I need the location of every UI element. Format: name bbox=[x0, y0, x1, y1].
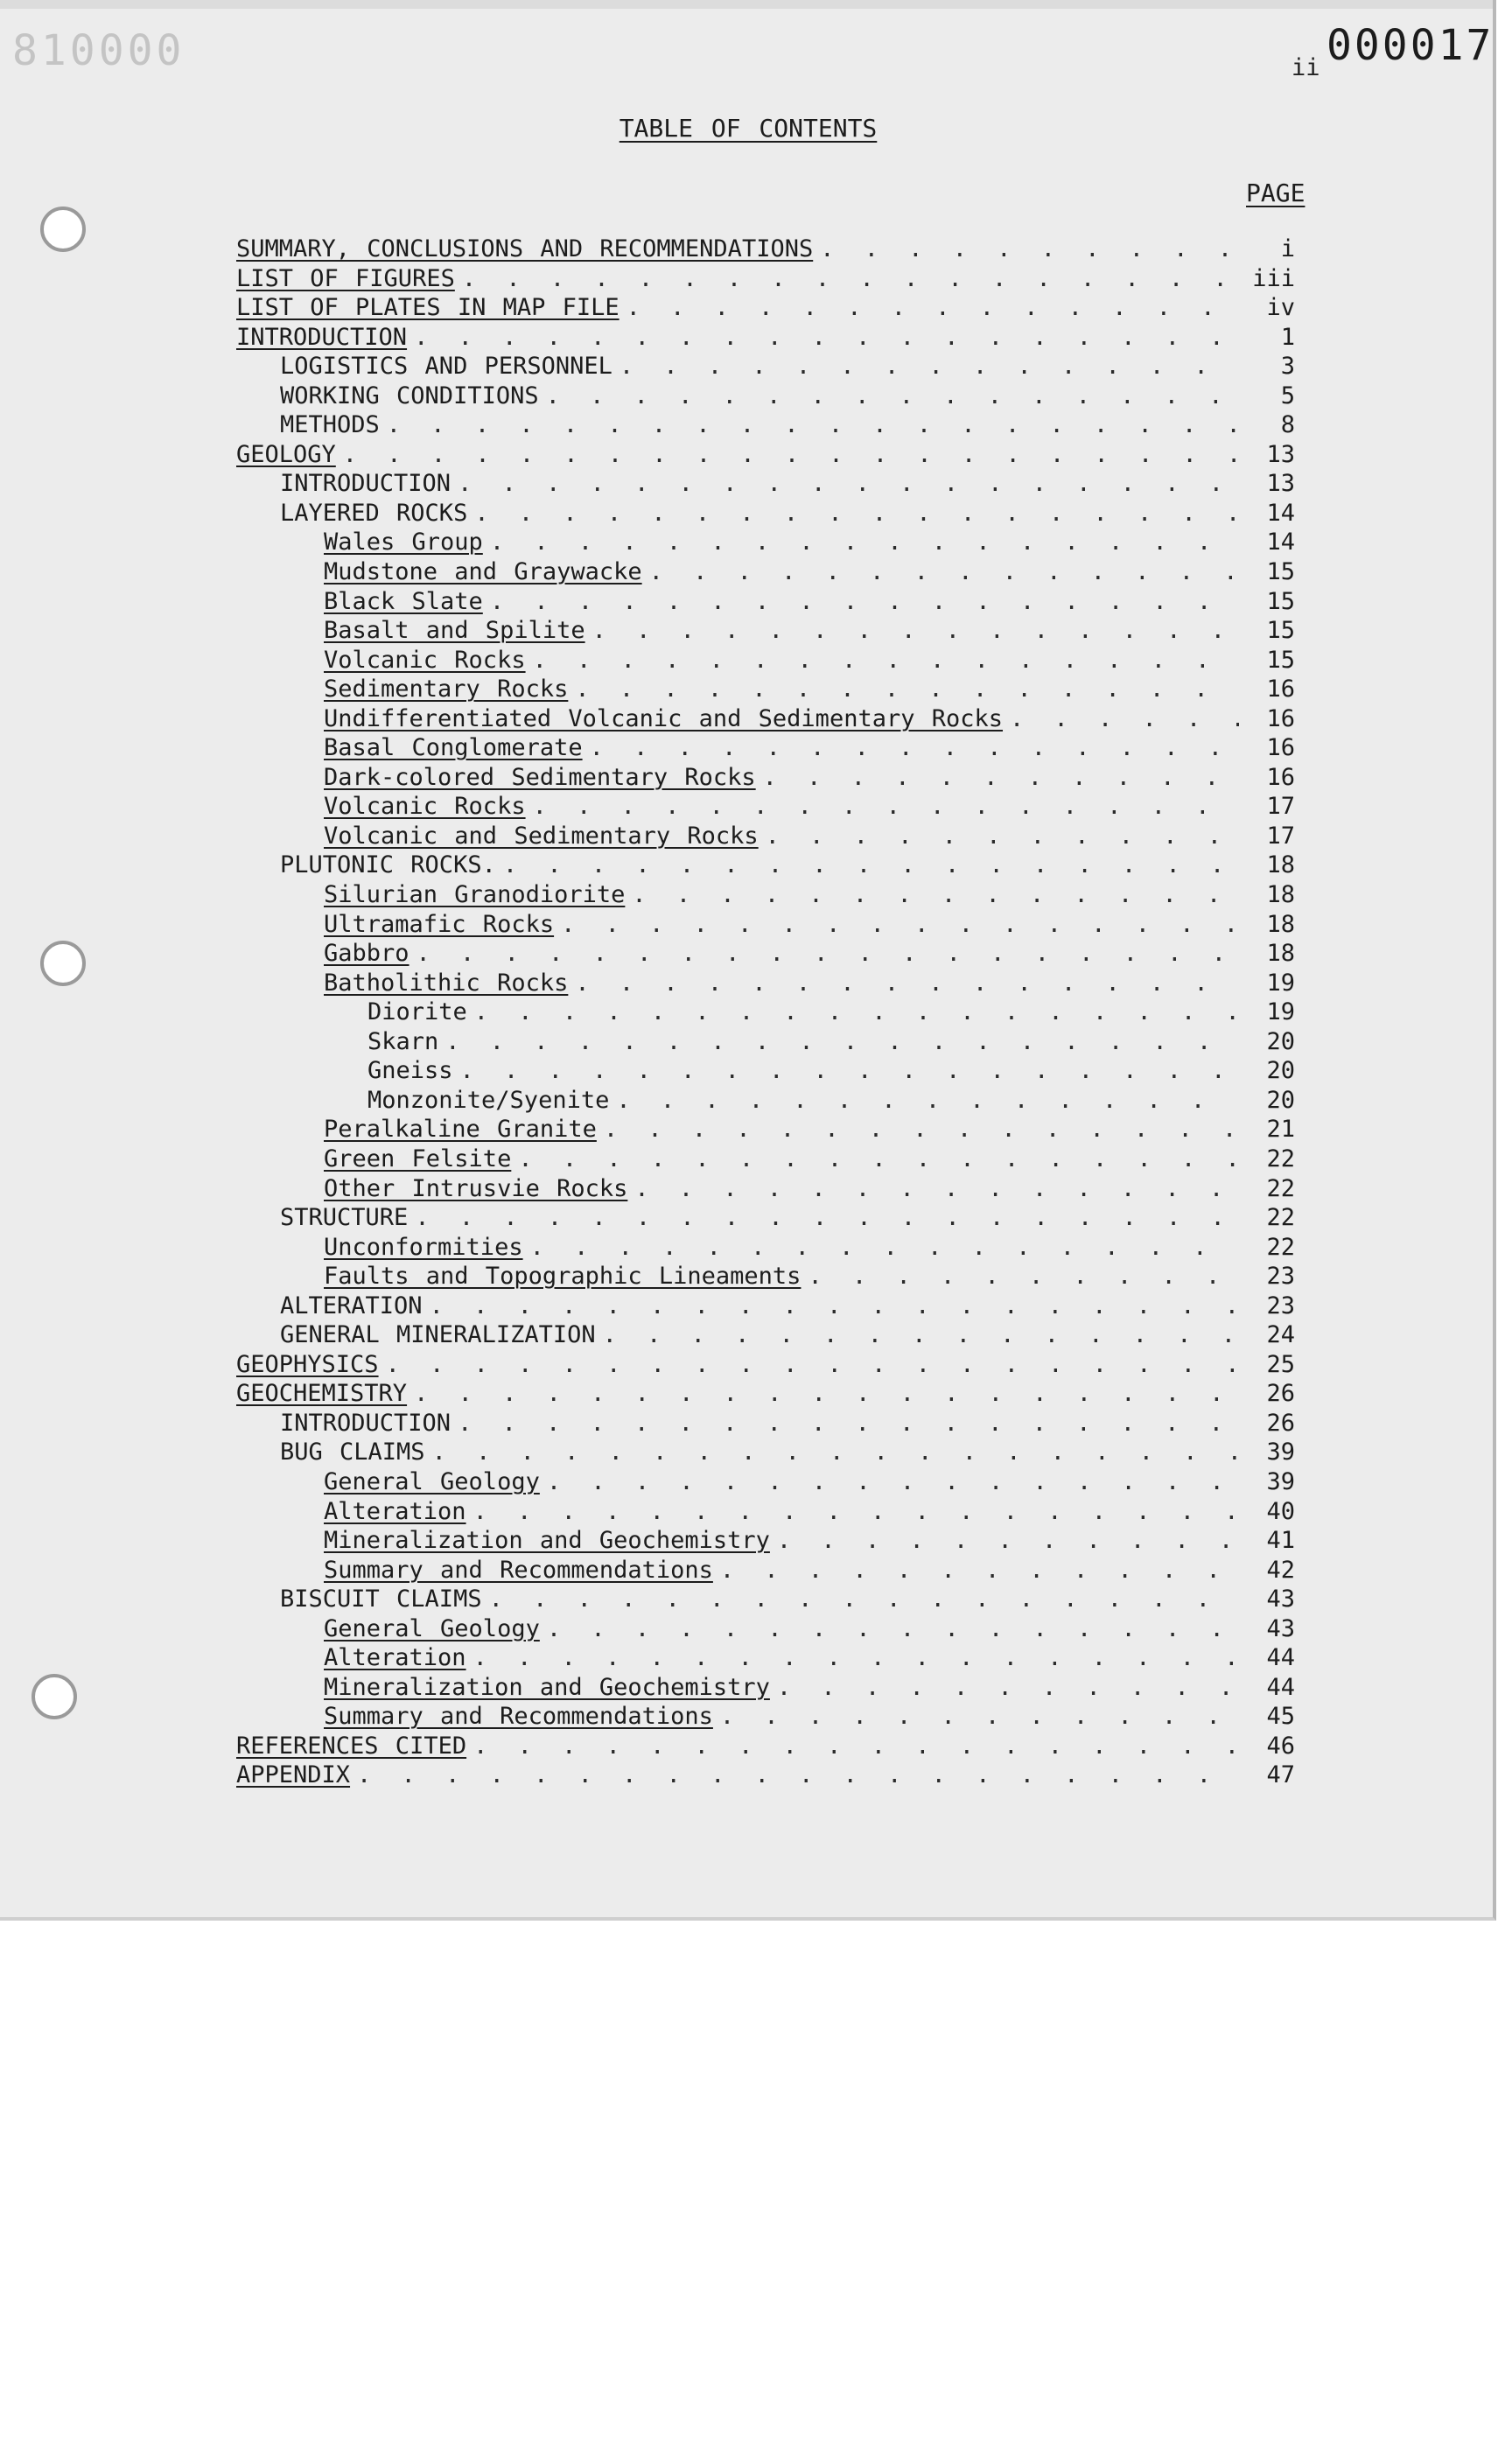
faded-page-stamp: 810000 bbox=[12, 26, 186, 75]
toc-entry-page: 15 bbox=[1266, 587, 1295, 615]
toc-entry bbox=[236, 1292, 1295, 1321]
dot-leader bbox=[458, 469, 1239, 499]
dot-leader bbox=[546, 382, 1239, 411]
page-column-header: PAGE bbox=[1246, 178, 1306, 207]
dot-leader bbox=[547, 1614, 1239, 1644]
toc-entry bbox=[236, 1673, 1295, 1703]
toc-entry-title: Black Slate bbox=[324, 587, 483, 615]
dot-leader bbox=[387, 410, 1239, 440]
toc-entry-title: Undifferentiated Volcanic and Sedimentary Rocks bbox=[324, 704, 1004, 732]
toc-entry-page: 16 bbox=[1266, 704, 1295, 732]
dot-leader bbox=[634, 1174, 1239, 1204]
toc-entry-page: 23 bbox=[1266, 1263, 1295, 1291]
toc-entry-title: ALTERATION bbox=[280, 1292, 423, 1320]
toc-entry-title: Ultramafic Rocks bbox=[324, 910, 555, 938]
toc-entry-page: 14 bbox=[1266, 528, 1295, 556]
dot-leader bbox=[432, 1438, 1239, 1467]
toc-entry bbox=[236, 969, 1295, 998]
toc-entry-page: 21 bbox=[1266, 1116, 1295, 1144]
toc-entry-page: 20 bbox=[1266, 1057, 1295, 1085]
toc-entry-page: 22 bbox=[1266, 1174, 1295, 1202]
toc-entry bbox=[236, 1702, 1295, 1732]
punch-hole bbox=[32, 1674, 77, 1719]
toc-entry-title: General Geology bbox=[324, 1614, 540, 1642]
dot-leader bbox=[632, 880, 1239, 910]
toc-entry bbox=[236, 675, 1295, 704]
dot-leader bbox=[530, 1233, 1239, 1263]
toc-entry-title: Alteration bbox=[324, 1644, 466, 1672]
toc-entry bbox=[236, 1438, 1295, 1467]
toc-entry-title: Alteration bbox=[324, 1497, 466, 1525]
toc-entry bbox=[236, 293, 1295, 323]
toc-entry-page: 23 bbox=[1266, 1292, 1295, 1320]
toc-entry bbox=[236, 234, 1295, 264]
toc-entry-title: LOGISTICS AND PERSONNEL bbox=[280, 353, 612, 381]
dot-leader bbox=[386, 1350, 1239, 1380]
punch-hole bbox=[40, 206, 86, 252]
toc-entry-page: 15 bbox=[1266, 558, 1295, 586]
toc-entry-page: 39 bbox=[1266, 1467, 1295, 1495]
document-page-stamp: 000017 bbox=[1326, 21, 1494, 70]
toc-entry bbox=[236, 1585, 1295, 1614]
toc-entry-page: 16 bbox=[1266, 734, 1295, 762]
toc-entry bbox=[236, 1732, 1295, 1761]
toc-entry-title: PLUTONIC ROCKS. bbox=[280, 851, 496, 879]
dot-leader bbox=[604, 1115, 1239, 1144]
toc-entry-title: Summary and Recommendations bbox=[324, 1703, 713, 1731]
toc-entry-title: Peralkaline Granite bbox=[324, 1116, 597, 1144]
toc-entry bbox=[236, 1320, 1295, 1350]
toc-entry-page: 25 bbox=[1266, 1350, 1295, 1378]
page-number: ii bbox=[1292, 54, 1320, 81]
dot-leader bbox=[575, 969, 1239, 998]
toc-entry-page: 18 bbox=[1266, 881, 1295, 909]
toc-entry bbox=[236, 880, 1295, 910]
dot-leader bbox=[518, 1144, 1239, 1174]
toc-entry bbox=[236, 998, 1295, 1027]
toc-entry-page: 43 bbox=[1266, 1614, 1295, 1642]
toc-entry-page: 45 bbox=[1266, 1703, 1295, 1731]
toc-entry-title: Sedimentary Rocks bbox=[324, 676, 569, 704]
dot-leader bbox=[590, 733, 1239, 763]
dot-leader bbox=[649, 557, 1239, 587]
toc-entry-page: 22 bbox=[1266, 1144, 1295, 1172]
toc-entry bbox=[236, 1379, 1295, 1409]
toc-entry bbox=[236, 1614, 1295, 1644]
toc-entry bbox=[236, 850, 1295, 880]
dot-leader bbox=[343, 440, 1239, 470]
toc-entry-page: 40 bbox=[1266, 1497, 1295, 1525]
toc-entry bbox=[236, 1115, 1295, 1144]
toc-entry bbox=[236, 939, 1295, 969]
toc-entry bbox=[236, 1262, 1295, 1292]
toc-entry-page: 5 bbox=[1280, 382, 1295, 410]
toc-entry-page: i bbox=[1280, 235, 1295, 262]
dot-leader bbox=[777, 1673, 1239, 1703]
document-title bbox=[0, 114, 1496, 143]
toc-entry bbox=[236, 528, 1295, 557]
toc-entry-page: 19 bbox=[1266, 969, 1295, 997]
toc-entry-page: 16 bbox=[1266, 676, 1295, 704]
dot-leader bbox=[473, 1643, 1239, 1673]
toc-entry-page: 42 bbox=[1266, 1556, 1295, 1584]
toc-entry bbox=[236, 1174, 1295, 1204]
toc-entry-page: 19 bbox=[1266, 998, 1295, 1026]
dot-leader bbox=[1010, 704, 1239, 734]
dot-leader bbox=[490, 528, 1239, 557]
dot-leader bbox=[547, 1467, 1239, 1497]
toc-entry-title: Volcanic and Sedimentary Rocks bbox=[324, 822, 759, 850]
dot-leader bbox=[820, 234, 1239, 264]
punch-hole bbox=[40, 941, 86, 986]
toc-entry bbox=[236, 1467, 1295, 1497]
title-text: TABLE OF CONTENTS bbox=[619, 114, 878, 143]
toc-entry-title: Unconformities bbox=[324, 1233, 523, 1261]
toc-entry-title: Monzonite/Syenite bbox=[368, 1086, 610, 1114]
toc-entry-page: 20 bbox=[1266, 1086, 1295, 1114]
dot-leader bbox=[458, 1409, 1239, 1438]
toc-entry-page: 18 bbox=[1266, 940, 1295, 968]
dot-leader bbox=[462, 264, 1239, 294]
toc-entry-page: iv bbox=[1266, 294, 1295, 322]
toc-entry bbox=[236, 1056, 1295, 1086]
toc-entry-title: Basalt and Spilite bbox=[324, 617, 585, 645]
toc-entry-title: GENERAL MINERALIZATION bbox=[280, 1321, 596, 1349]
toc-entry-title: INTRODUCTION bbox=[280, 1409, 452, 1437]
toc-entry-title: Green Felsite bbox=[324, 1144, 512, 1172]
toc-entry-title: Mineralization and Geochemistry bbox=[324, 1527, 770, 1555]
toc-entry-title: REFERENCES CITED bbox=[236, 1732, 467, 1760]
toc-entry-page: 41 bbox=[1266, 1527, 1295, 1555]
toc-entry-title: Skarn bbox=[368, 1027, 439, 1055]
toc-entry-title: SUMMARY, CONCLUSIONS AND RECOMMENDATIONS bbox=[236, 235, 814, 262]
toc-entry bbox=[236, 469, 1295, 499]
toc-entry-page: 22 bbox=[1266, 1233, 1295, 1261]
toc-entry-page: 46 bbox=[1266, 1732, 1295, 1760]
table-of-contents bbox=[236, 234, 1295, 1790]
toc-entry bbox=[236, 1086, 1295, 1116]
toc-entry-title: BUG CLAIMS bbox=[280, 1438, 425, 1466]
toc-entry-title: Summary and Recommendations bbox=[324, 1556, 713, 1584]
dot-leader bbox=[763, 763, 1239, 793]
toc-entry-page: 3 bbox=[1280, 353, 1295, 381]
toc-entry-title: Mudstone and Graywacke bbox=[324, 558, 642, 586]
toc-entry-title: Batholithic Rocks bbox=[324, 969, 569, 997]
toc-entry-page: 17 bbox=[1266, 822, 1295, 850]
toc-entry-page: 18 bbox=[1266, 851, 1295, 879]
dot-leader bbox=[592, 616, 1239, 646]
dot-leader bbox=[357, 1760, 1239, 1790]
toc-entry bbox=[236, 1556, 1295, 1586]
toc-entry-title: APPENDIX bbox=[236, 1761, 351, 1789]
dot-leader bbox=[626, 293, 1239, 323]
toc-entry-title: GEOPHYSICS bbox=[236, 1350, 379, 1378]
toc-entry bbox=[236, 264, 1295, 294]
toc-entry bbox=[236, 440, 1295, 470]
dot-leader bbox=[616, 1086, 1239, 1116]
toc-entry bbox=[236, 733, 1295, 763]
toc-entry-page: iii bbox=[1252, 264, 1295, 292]
toc-entry bbox=[236, 382, 1295, 411]
toc-entry bbox=[236, 704, 1295, 734]
toc-entry bbox=[236, 646, 1295, 676]
toc-entry-title: Gneiss bbox=[368, 1057, 453, 1085]
toc-entry-title: LIST OF PLATES IN MAP FILE bbox=[236, 294, 620, 322]
dot-leader bbox=[474, 998, 1239, 1027]
toc-entry-page: 13 bbox=[1266, 440, 1295, 468]
toc-entry-page: 44 bbox=[1266, 1644, 1295, 1672]
page-top-edge bbox=[0, 0, 1493, 9]
toc-entry bbox=[236, 1526, 1295, 1556]
toc-entry bbox=[236, 323, 1295, 353]
toc-entry-title: METHODS bbox=[280, 411, 380, 439]
toc-entry bbox=[236, 557, 1295, 587]
dot-leader bbox=[533, 792, 1239, 822]
dot-leader bbox=[561, 910, 1239, 940]
toc-entry bbox=[236, 1203, 1295, 1233]
toc-entry bbox=[236, 499, 1295, 528]
toc-entry bbox=[236, 410, 1295, 440]
toc-entry bbox=[236, 587, 1295, 617]
toc-entry-title: Basal Conglomerate bbox=[324, 734, 583, 762]
toc-entry bbox=[236, 1144, 1295, 1174]
toc-entry-page: 39 bbox=[1266, 1438, 1295, 1466]
toc-entry-page: 13 bbox=[1266, 470, 1295, 498]
toc-entry-page: 14 bbox=[1266, 499, 1295, 527]
toc-entry-page: 15 bbox=[1266, 617, 1295, 645]
dot-leader bbox=[460, 1056, 1239, 1086]
toc-entry-title: Wales Group bbox=[324, 528, 483, 556]
toc-entry bbox=[236, 1350, 1295, 1380]
toc-entry bbox=[236, 1409, 1295, 1438]
dot-leader bbox=[533, 646, 1239, 676]
toc-entry bbox=[236, 910, 1295, 940]
dot-leader bbox=[415, 1203, 1239, 1233]
toc-entry bbox=[236, 1027, 1295, 1057]
toc-entry-page: 24 bbox=[1266, 1321, 1295, 1349]
dot-leader bbox=[474, 499, 1239, 528]
toc-entry-page: 20 bbox=[1266, 1027, 1295, 1055]
dot-leader bbox=[414, 1379, 1239, 1409]
toc-entry-page: 44 bbox=[1266, 1673, 1295, 1701]
toc-entry-page: 22 bbox=[1266, 1204, 1295, 1232]
toc-entry-page: 8 bbox=[1280, 411, 1295, 439]
toc-entry-title: Faults and Topographic Lineaments bbox=[324, 1263, 802, 1291]
toc-entry bbox=[236, 1497, 1295, 1527]
dot-leader bbox=[445, 1027, 1239, 1057]
toc-entry-page: 26 bbox=[1266, 1409, 1295, 1437]
toc-entry-title: STRUCTURE bbox=[280, 1204, 409, 1232]
dot-leader bbox=[720, 1702, 1239, 1732]
dot-leader bbox=[603, 1320, 1239, 1350]
toc-entry bbox=[236, 1760, 1295, 1790]
toc-entry-page: 26 bbox=[1266, 1380, 1295, 1408]
dot-leader bbox=[808, 1262, 1239, 1292]
dot-leader bbox=[430, 1292, 1239, 1321]
dot-leader bbox=[620, 352, 1239, 382]
toc-entry bbox=[236, 1643, 1295, 1673]
toc-entry bbox=[236, 763, 1295, 793]
dot-leader bbox=[490, 587, 1239, 617]
dot-leader bbox=[489, 1585, 1239, 1614]
toc-entry-title: Mineralization and Geochemistry bbox=[324, 1673, 770, 1701]
dot-leader bbox=[414, 323, 1239, 353]
toc-entry-title: LAYERED ROCKS bbox=[280, 499, 468, 527]
toc-entry-title: Volcanic Rocks bbox=[324, 646, 526, 674]
toc-entry-page: 15 bbox=[1266, 646, 1295, 674]
toc-entry bbox=[236, 822, 1295, 851]
toc-entry-page: 16 bbox=[1266, 763, 1295, 791]
toc-entry-title: BISCUIT CLAIMS bbox=[280, 1586, 482, 1614]
toc-entry-title: GEOCHEMISTRY bbox=[236, 1380, 408, 1408]
toc-entry-title: WORKING CONDITIONS bbox=[280, 382, 539, 410]
toc-entry bbox=[236, 1233, 1295, 1263]
toc-entry-title: Gabbro bbox=[324, 940, 410, 968]
dot-leader bbox=[503, 850, 1239, 880]
toc-entry bbox=[236, 616, 1295, 646]
toc-entry-page: 43 bbox=[1266, 1586, 1295, 1614]
dot-leader bbox=[575, 675, 1239, 704]
toc-entry-title: Diorite bbox=[368, 998, 467, 1026]
toc-entry-title: Dark-colored Sedimentary Rocks bbox=[324, 763, 756, 791]
dot-leader bbox=[473, 1732, 1239, 1761]
dot-leader bbox=[766, 822, 1239, 851]
toc-entry bbox=[236, 792, 1295, 822]
toc-entry-title: INTRODUCTION bbox=[236, 323, 408, 351]
dot-leader bbox=[777, 1526, 1239, 1556]
dot-leader bbox=[720, 1556, 1239, 1586]
toc-entry-title: Other Intrusvie Rocks bbox=[324, 1174, 628, 1202]
toc-entry-title: Silurian Granodiorite bbox=[324, 881, 626, 909]
toc-entry-title: Volcanic Rocks bbox=[324, 793, 526, 821]
toc-entry-title: INTRODUCTION bbox=[280, 470, 452, 498]
toc-entry bbox=[236, 352, 1295, 382]
toc-entry-page: 17 bbox=[1266, 793, 1295, 821]
toc-entry-page: 18 bbox=[1266, 910, 1295, 938]
toc-entry-title: LIST OF FIGURES bbox=[236, 264, 455, 292]
toc-entry-title: GEOLOGY bbox=[236, 440, 336, 468]
dot-leader bbox=[416, 939, 1239, 969]
dot-leader bbox=[473, 1497, 1239, 1527]
toc-entry-title: General Geology bbox=[324, 1467, 540, 1495]
toc-entry-page: 1 bbox=[1280, 323, 1295, 351]
toc-entry-page: 47 bbox=[1266, 1761, 1295, 1789]
